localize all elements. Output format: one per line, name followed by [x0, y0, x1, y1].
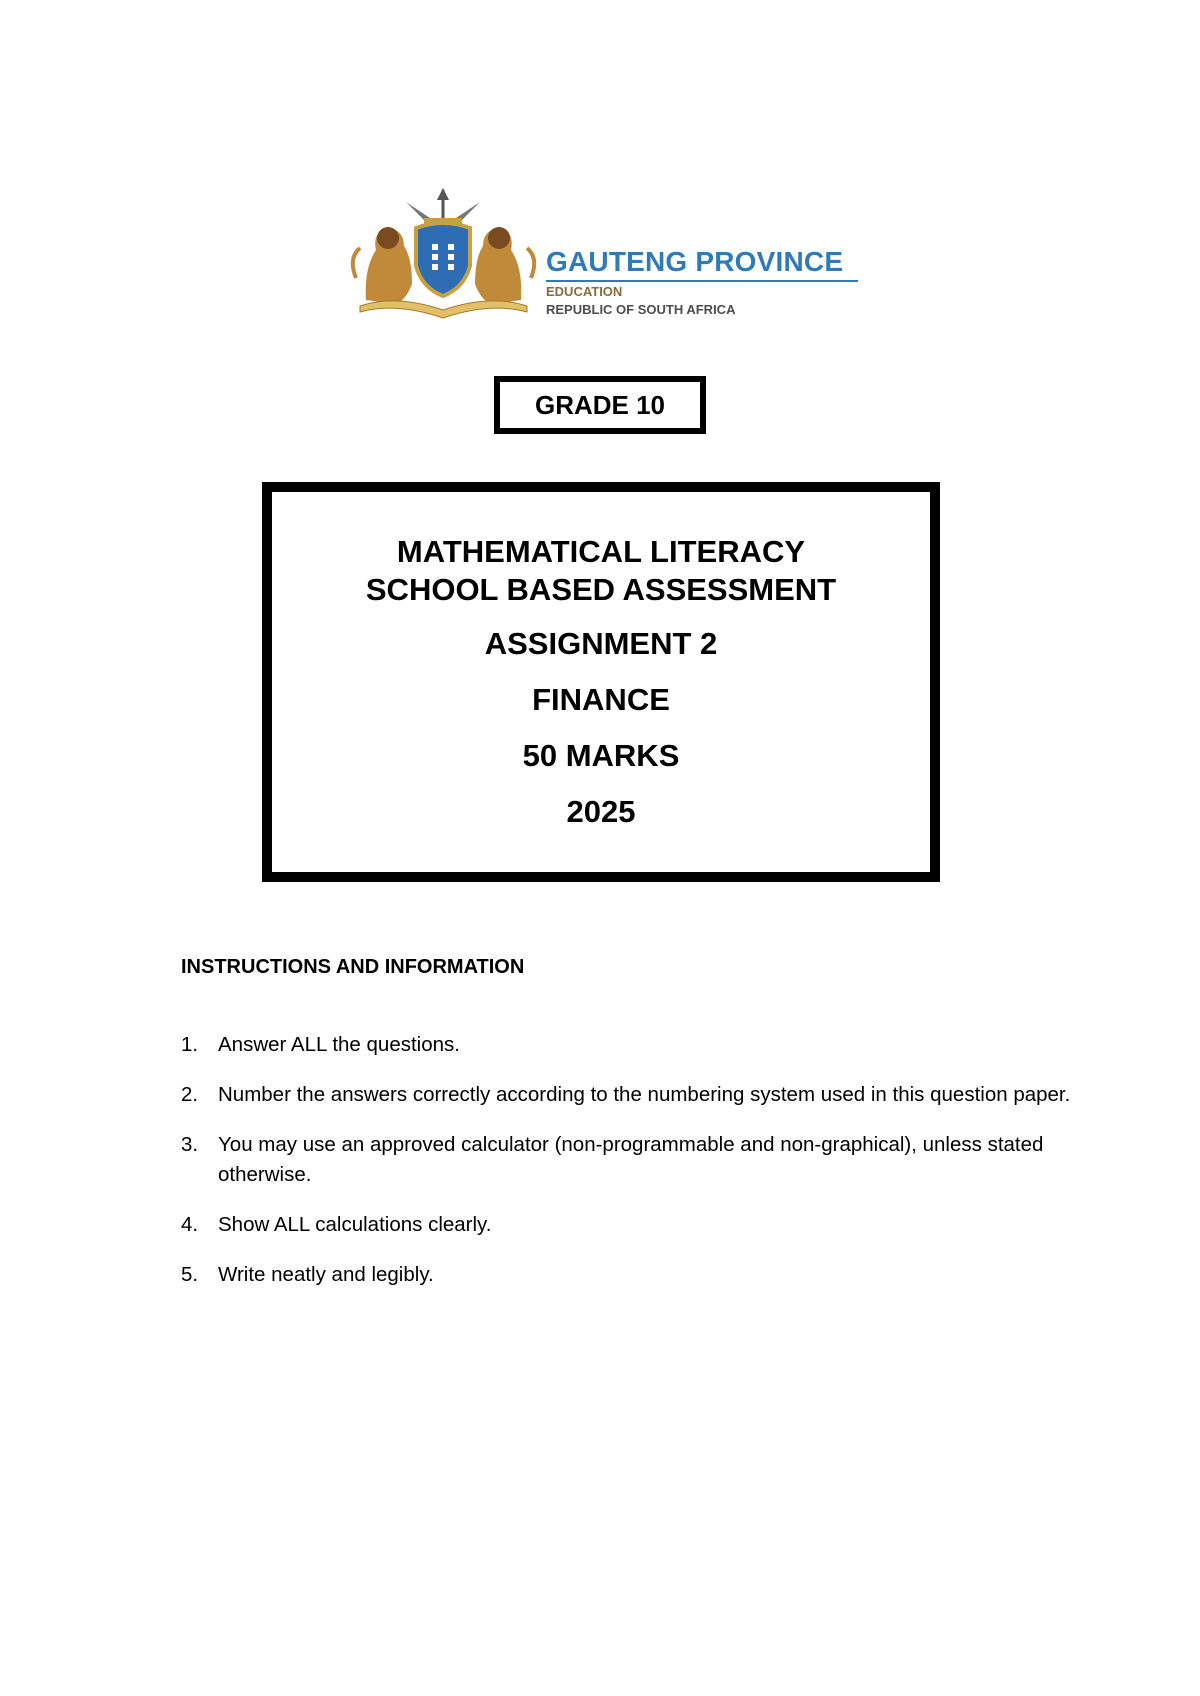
list-item-number: 5. — [181, 1263, 199, 1286]
logo-title: GAUTENG PROVINCE — [546, 246, 844, 277]
list-item-number: 4. — [181, 1213, 199, 1236]
instructions-list — [181, 1030, 1081, 1310]
list-item — [181, 1030, 1081, 1060]
gauteng-logo — [346, 188, 866, 320]
list-item-number: 3. — [181, 1133, 199, 1156]
list-item — [181, 1210, 1081, 1240]
logo-department: EDUCATION — [546, 284, 623, 299]
logo-divider — [546, 280, 858, 282]
title-box — [262, 482, 940, 882]
list-item-text: You may use an approved calculator (non-programmable and non-graphical), unless stated otherwise. — [218, 1133, 1044, 1186]
list-item-number: 1. — [181, 1033, 199, 1056]
list-item-text: Write neatly and legibly. — [218, 1263, 434, 1286]
topic-label: FINANCE — [532, 682, 670, 717]
grade-box — [494, 376, 706, 434]
year-label: 2025 — [566, 794, 636, 829]
coat-of-arms-icon — [346, 188, 541, 320]
assessment-title: SCHOOL BASED ASSESSMENT — [365, 572, 837, 607]
list-item-number: 2. — [181, 1083, 199, 1106]
logo-country: REPUBLIC OF SOUTH AFRICA — [546, 302, 736, 317]
subject-title: MATHEMATICAL LITERACY — [396, 534, 806, 569]
marks-label: 50 MARKS — [522, 738, 680, 773]
list-item — [181, 1130, 1081, 1190]
list-item — [181, 1080, 1081, 1110]
instructions-heading: INSTRUCTIONS AND INFORMATION — [181, 956, 525, 978]
list-item-text: Show ALL calculations clearly. — [218, 1213, 492, 1236]
list-item-text: Number the answers correctly according to the numbering system used in this question paper. — [218, 1083, 1071, 1106]
list-item-text: Answer ALL the questions. — [218, 1033, 460, 1056]
list-item — [181, 1260, 1081, 1290]
grade-label: GRADE 10 — [534, 389, 666, 420]
assignment-label: ASSIGNMENT 2 — [484, 626, 718, 661]
